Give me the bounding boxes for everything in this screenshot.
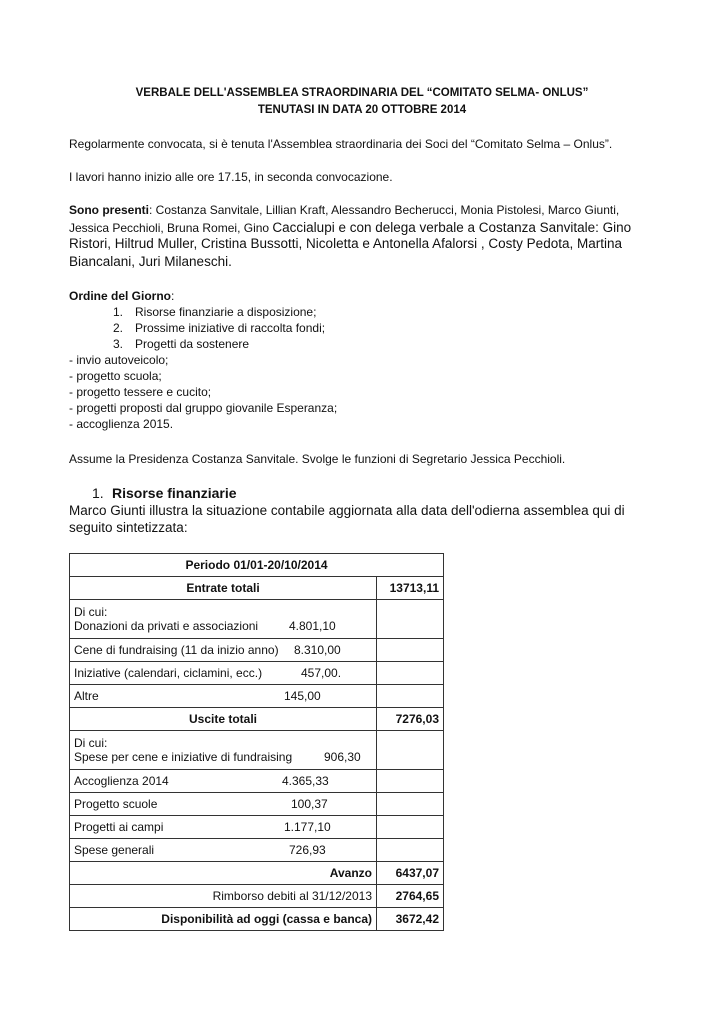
detail-line [74,643,372,657]
section-text-line1: Marco Giunti illustra la situazione contabile aggiornata alla data dell'odierna assemblea qui di [69,503,625,518]
detail-amount: 4.365,33 [282,774,329,788]
agenda-label: Ordine del Giorno [69,289,172,303]
agenda-item-number: 1. [113,305,124,319]
detail-cell [70,770,377,793]
empty-cell [377,662,444,685]
detail-label: Spese generali [74,843,155,857]
document-title-line1: VERBALE DELL'ASSEMBLEA STRAORDINARIA DEL “COMITATO SELMA- ONLUS” [135,87,589,99]
detail-amount: 4.801,10 [289,619,336,633]
detail-line [74,774,372,788]
agenda-subitem: - invio autoveicolo; [69,353,169,367]
agenda-subitem: - progetti proposti dal gruppo giovanile Esperanza; [69,401,338,415]
present-line-2 [69,220,631,235]
agenda-subitem: - progetto tessere e cucito; [69,385,212,399]
empty-cell [377,770,444,793]
uscite-value-cell: 7276,03 [377,708,444,731]
detail-amount: 457,00. [301,666,342,680]
table-row [70,770,444,793]
dicui-label: Di cui: [74,736,108,750]
section-heading [92,485,237,501]
empty-cell [377,816,444,839]
agenda-item-text: Progetti da sostenere [135,337,250,351]
uscite-detail-cell [70,731,377,770]
uscite-label-cell: Uscite totali [70,708,377,731]
detail-label: Cene di fundraising (11 da inizio anno) [74,643,279,657]
start-paragraph: I lavori hanno inizio alle ore 17.15, in seconda convocazione. [69,170,393,184]
empty-cell [377,793,444,816]
table-row [70,662,444,685]
empty-cell [377,639,444,662]
table-row [70,708,444,731]
detail-label: Progetti ai campi [74,820,164,834]
detail-label: Progetto scuole [74,797,158,811]
section-number: 1. [92,485,104,501]
detail-label: Accoglienza 2014 [74,774,169,788]
present-text-2b: Caccialupi e con delega verbale a Costanza Sanvitale: Gino [272,220,632,235]
present-label: Sono presenti [69,203,150,217]
section-text-line2: seguito sintetizzata: [69,520,188,535]
detail-line [74,619,372,633]
presidency-paragraph: Assume la Presidenza Costanza Sanvitale. Svolge le funzioni di Segretario Jessica Pecchioli. [69,452,566,466]
disponibilita-label-cell: Disponibilità ad oggi (cassa e banca) [70,908,377,931]
rimborso-label-cell: Rimborso debiti al 31/12/2013 [70,885,377,908]
table-row [70,600,444,639]
detail-line [74,843,372,857]
entrate-label-cell: Entrate totali [70,577,377,600]
detail-cell [70,662,377,685]
detail-cell [70,685,377,708]
detail-amount: 726,93 [289,843,326,857]
detail-line [74,666,372,680]
agenda-subitem: - accoglienza 2015. [69,417,174,431]
detail-cell [70,793,377,816]
empty-cell [377,839,444,862]
detail-amount: 906,30 [324,750,361,764]
table-row [70,816,444,839]
agenda-heading [69,289,174,303]
detail-line [74,689,372,703]
table-row [70,839,444,862]
table-row [70,793,444,816]
present-line-4: Biancalani, Juri Milaneschi. [69,254,232,269]
detail-line [74,797,372,811]
detail-amount: 1.177,10 [284,820,331,834]
detail-line [74,820,372,834]
detail-label: Spese per cene e iniziative di fundraising [74,750,293,764]
agenda-item-text: Risorse finanziarie a disposizione; [135,305,317,319]
agenda-item-number: 3. [113,337,124,351]
table-row [70,577,444,600]
document-title-line2: TENUTASI IN DATA 20 OTTOBRE 2014 [257,104,467,116]
section-title: Risorse finanziarie [112,485,237,501]
present-line-1 [69,203,619,217]
table-row [70,639,444,662]
agenda-item [113,337,249,351]
dicui-label: Di cui: [74,605,108,619]
table-row [70,685,444,708]
agenda-item [113,305,316,319]
detail-cell [70,839,377,862]
detail-cell [70,639,377,662]
detail-label: Altre [74,689,99,703]
table-row [70,885,444,908]
detail-line [74,750,372,764]
avanzo-label-cell: Avanzo [70,862,377,885]
rimborso-value-cell: 2764,65 [377,885,444,908]
table-row [70,731,444,770]
detail-amount: 145,00 [284,689,321,703]
table-row [70,908,444,931]
agenda-item [113,321,325,335]
agenda-subitem: - progetto scuola; [69,369,162,383]
present-line-3: Ristori, Hiltrud Muller, Cristina Bussotti, Nicoletta e Antonella Afalorsi , Costy Pedota, Martina [69,236,622,251]
present-text-1: : Costanza Sanvitale, Lillian Kraft, Alessandro Becherucci, Monia Pistolesi, Marco Giunti, [149,203,620,217]
empty-cell [377,731,444,770]
detail-label: Donazioni da privati e associazioni [74,619,259,633]
entrate-value-cell: 13713,11 [377,577,444,600]
convocation-paragraph: Regolarmente convocata, si è tenuta l'Assemblea straordinaria dei Soci del “Comitato Selma – Onlus”. [69,137,613,151]
detail-amount: 100,37 [291,797,328,811]
table-row [70,862,444,885]
agenda-item-text: Prossime iniziative di raccolta fondi; [135,321,326,335]
table-row [70,554,444,577]
empty-cell [377,685,444,708]
present-text-2a: Jessica Pecchioli, Bruna Romei, Gino [69,221,273,235]
disponibilita-value-cell: 3672,42 [377,908,444,931]
period-cell: Periodo 01/01-20/10/2014 [70,554,444,577]
financial-table [69,553,444,931]
agenda-colon: : [171,289,175,303]
agenda-item-number: 2. [113,321,124,335]
entrate-detail-cell [70,600,377,639]
detail-cell [70,816,377,839]
detail-label: Iniziative (calendari, ciclamini, ecc.) [74,666,263,680]
empty-cell [377,600,444,639]
avanzo-value-cell: 6437,07 [377,862,444,885]
detail-amount: 8.310,00 [294,643,341,657]
